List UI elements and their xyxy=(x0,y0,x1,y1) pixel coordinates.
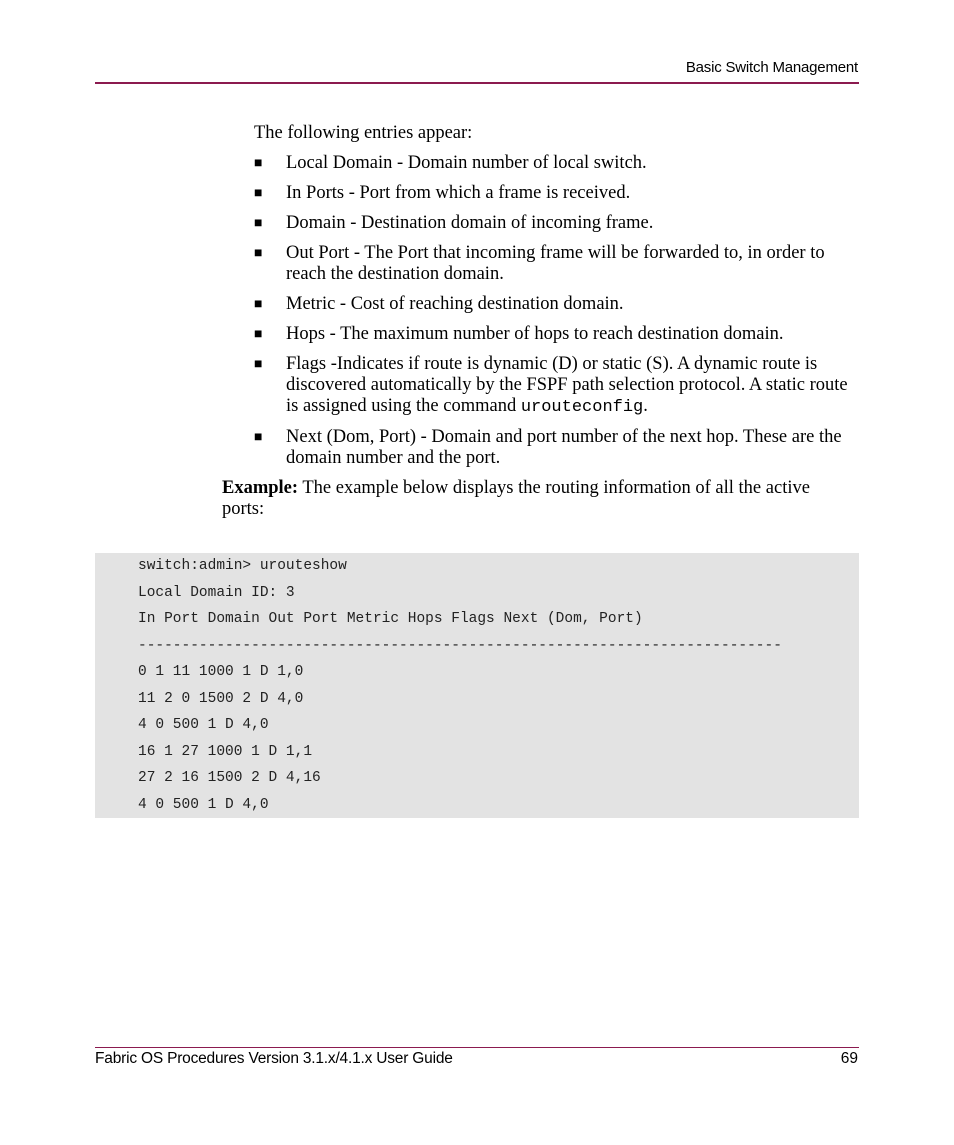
code-line: 0 1 11 1000 1 D 1,0 xyxy=(138,664,304,680)
code-line: switch:admin> urouteshow xyxy=(138,558,347,574)
list-item xyxy=(254,294,854,315)
list-item-text: Local Domain - Domain number of local switch. xyxy=(286,153,647,173)
list-item-text: In Ports - Port from which a frame is received. xyxy=(286,183,631,203)
code-line: 4 0 500 1 D 4,0 xyxy=(138,796,269,813)
inline-command: urouteconfig xyxy=(520,398,644,417)
list-item xyxy=(254,243,854,285)
code-block xyxy=(95,553,859,818)
page-number: 69 xyxy=(840,1050,858,1067)
bullet-marker: ■ xyxy=(254,156,263,171)
code-lines xyxy=(138,556,782,821)
example-label: Example: xyxy=(222,478,299,498)
list-item-text: Next (Dom, Port) - Domain and port number of the next hop. These are the domain number and the port. xyxy=(286,427,842,468)
bullet-marker: ■ xyxy=(254,186,263,201)
bullet-marker: ■ xyxy=(254,297,263,312)
running-header: Basic Switch Management xyxy=(685,59,858,76)
code-line: 11 2 0 1500 2 D 4,0 xyxy=(138,690,304,707)
code-line: 16 1 27 1000 1 D 1,1 xyxy=(138,743,313,760)
list-item xyxy=(254,213,854,234)
footer-rule xyxy=(95,1047,859,1048)
list-item-text: Flags -Indicates if route is dynamic (D) or static (S). A dynamic route is discovered automatically by the FSPF path selection protocol. A static route is assigned using the command xyxy=(286,354,848,416)
code-line: In Port Domain Out Port Metric Hops Flags Next (Dom, Port) xyxy=(138,611,643,627)
list-item xyxy=(254,324,854,345)
intro-paragraph: The following entries appear: xyxy=(254,123,473,143)
list-item-text: Out Port - The Port that incoming frame will be forwarded to, in order to reach the destination domain. xyxy=(286,243,825,284)
example-text: The example below displays the routing information of all the active ports: xyxy=(222,478,810,519)
entries-list xyxy=(254,153,854,478)
list-item xyxy=(254,153,854,174)
list-item-text: Hops - The maximum number of hops to reach destination domain. xyxy=(286,324,784,344)
bullet-marker: ■ xyxy=(254,327,263,342)
header-rule xyxy=(95,82,859,84)
example-paragraph xyxy=(222,478,852,520)
code-line: Local Domain ID: 3 xyxy=(138,584,295,601)
list-item-text: Metric - Cost of reaching destination domain. xyxy=(286,294,624,314)
code-line: -------------------------------------------------------------------------- xyxy=(138,637,782,654)
list-item-text: Domain - Destination domain of incoming frame. xyxy=(286,213,654,233)
list-item xyxy=(254,427,854,469)
bullet-marker: ■ xyxy=(254,430,263,445)
bullet-marker: ■ xyxy=(254,246,263,261)
list-item-text-end: . xyxy=(643,396,648,416)
bullet-marker: ■ xyxy=(254,216,263,231)
bullet-marker: ■ xyxy=(254,357,263,372)
list-item xyxy=(254,354,854,418)
footer-title: Fabric OS Procedures Version 3.1.x/4.1.x User Guide xyxy=(95,1050,453,1067)
code-line: 4 0 500 1 D 4,0 xyxy=(138,717,269,733)
code-line: 27 2 16 1500 2 D 4,16 xyxy=(138,770,321,786)
list-item xyxy=(254,183,854,204)
